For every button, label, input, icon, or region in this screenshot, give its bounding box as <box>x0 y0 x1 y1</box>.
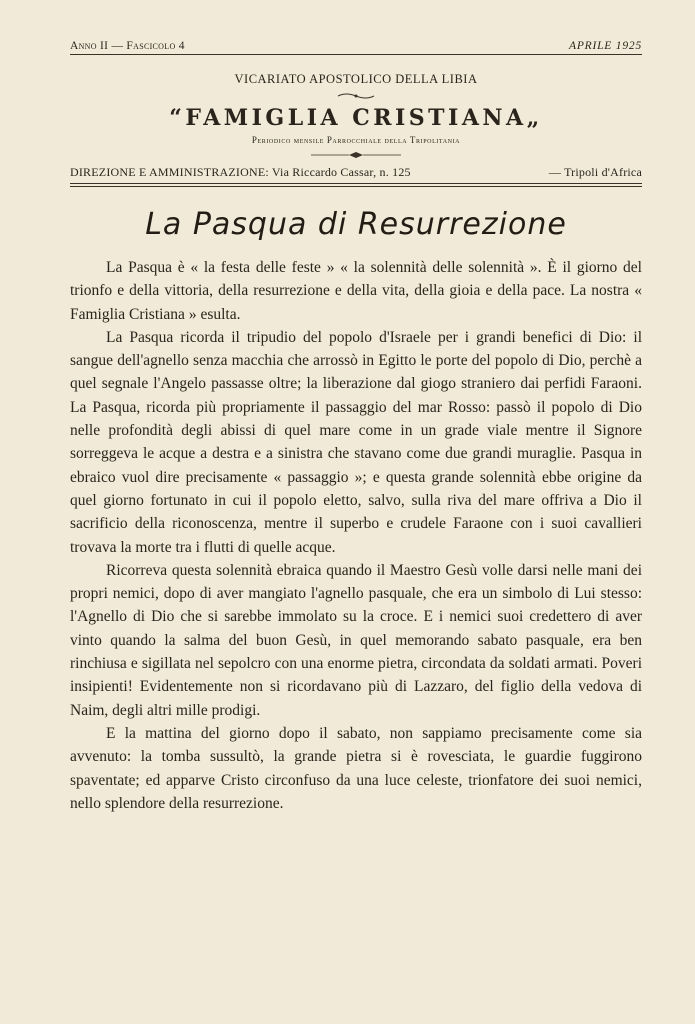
double-rule <box>70 183 642 187</box>
running-header <box>70 40 642 54</box>
address-line <box>70 165 642 180</box>
magazine-page <box>70 40 642 815</box>
city-text: — Tripoli d'Africa <box>548 165 642 179</box>
address-text: DIREZIONE E AMMINISTRAZIONE: Via Riccardo Cassar, n. 125 <box>70 165 411 179</box>
publisher-line: VICARIATO APOSTOLICO DELLA LIBIA <box>234 72 478 86</box>
masthead-subtitle: Periodico mensile Parrocchiale della Tripolitania <box>251 135 461 145</box>
header-rule <box>70 54 642 55</box>
paragraph: Ricorreva questa solennità ebraica quando il Maestro Gesù volle darsi nelle mani dei propri nemici, dopo di aver mangiato l'agnello pasquale, che era un simbolo di Lui stesso: l'Agnello di Dio che si sarebbe immolato su la croce. E i nemici suoi credettero di aver vinto quando la salma del buon Gesù, in quel memorando sabato pasquale, era ben rinchiusa e sigillata nel sepolcro con una enorme pietra, circondata da soldati armati. Poveri insipienti! Evidentemente non si ricordavano più di Lazzaro, del figlio della vedova di Naim, degli altri mille prodigi. <box>70 561 642 719</box>
issue-number: Anno II — Fascicolo 4 <box>70 40 185 52</box>
article-title: La Pasqua di Resurrezione <box>145 207 567 242</box>
issue-date: APRILE 1925 <box>569 40 642 52</box>
paragraph: La Pasqua ricorda il tripudio del popolo d'Israele per i grandi benefici di Dio: il sangue dell'agnello senza macchia che arrossò in Egitto le porte del popolo di Dio, perchè a quel segnale l'Angelo passasse oltre; la liberazione dal giogo straniero dai perfidi Faraoni. La Pasqua, ricorda più propriamente il passaggio del mar Rosso: passò il popolo di Dio nelle profondità degli abissi di quel mare come in un grade viale mentre il Signore sorreggeva le acque a destra e a sinistra che stavano come due grandi muraglie. Pasqua in ebraico vuol dire precisamente « passaggio »; e questa grande solennità ebbe origine da quel giorno fortunato in cui il popolo eletto, salvo, sulla riva del mare offriva a Dio il sacrificio della riconoscenza, mentre il superbo e crudele Faraone con i suoi cavallieri trovava la morte tra i flutti di quelle acque. <box>70 328 642 556</box>
masthead-title: “FAMIGLIA CRISTIANA„ <box>169 105 543 131</box>
ornament-icon <box>336 92 376 100</box>
paragraph: E la mattina del giorno dopo il sabato, non sappiamo precisamente come sia avvenuto: la tomba sussultò, la grande pietra si è rovesciata, le guardie fuggirono spaventate; ed apparve Cristo circonfuso da una luce celeste, trionfatore dei suoi nemici, nello splendore della resurrezione. <box>70 724 642 812</box>
article-body <box>70 256 642 815</box>
masthead-block <box>70 72 642 187</box>
paragraph: La Pasqua è « la festa delle feste » « la solennità delle solennità ». È il giorno del trionfo e della vittoria, della resurrezione e della vita, della gioia e della pace. La nostra « Famiglia Cristiana » esulta. <box>70 259 642 323</box>
divider-ornament-icon <box>311 152 401 158</box>
